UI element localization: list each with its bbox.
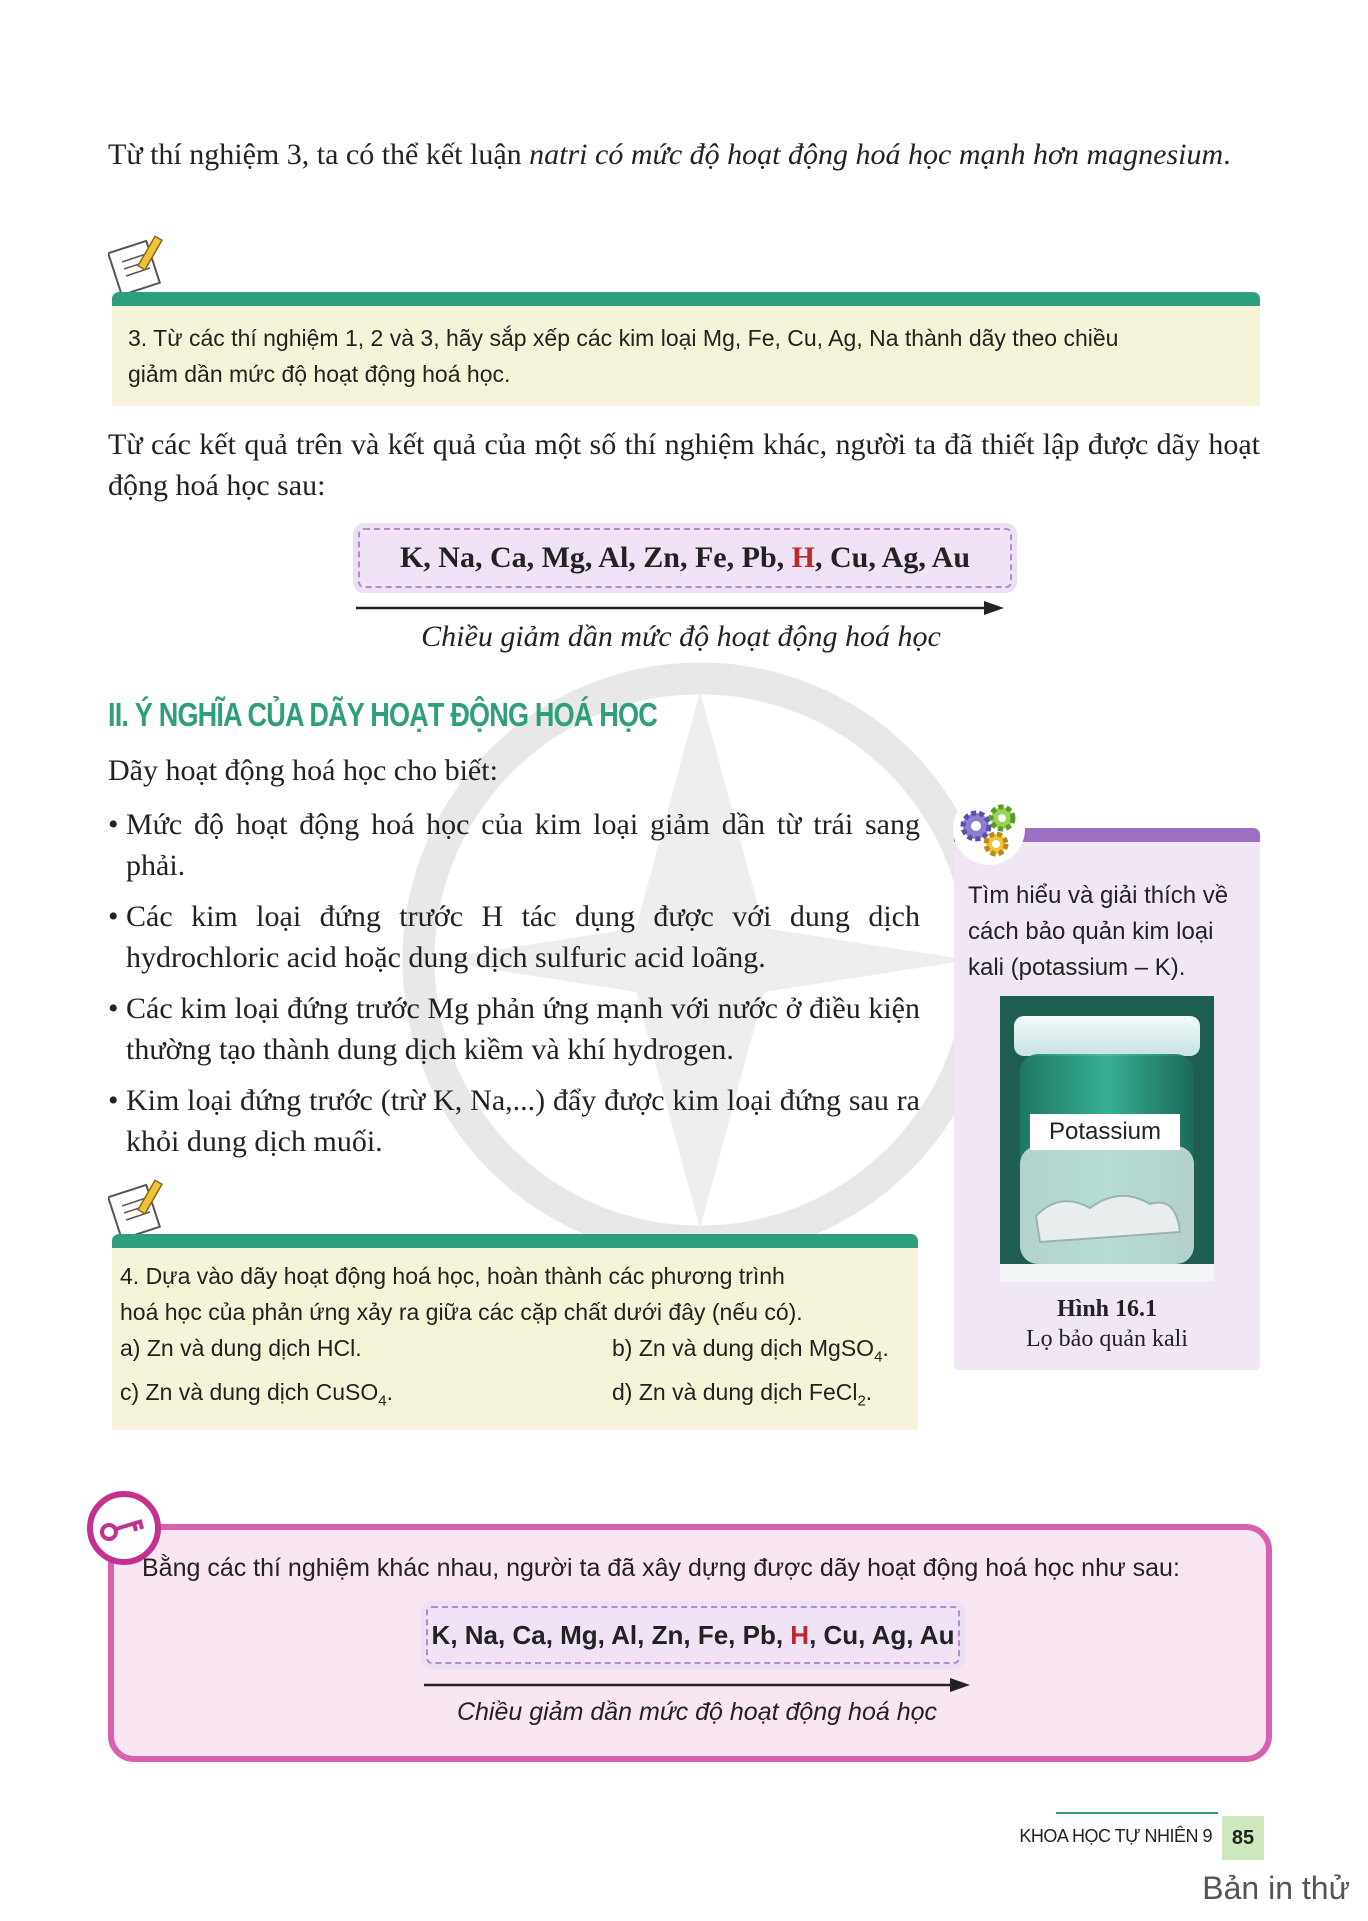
arrow-right-icon	[424, 1676, 970, 1694]
footer-book-title: KHOA HỌC TỰ NHIÊN 9	[1019, 1826, 1212, 1846]
sidebar-text: Tìm hiểu và giải thích về cách bảo quản kim loại kali (potassium – K).	[968, 882, 1229, 981]
question4-item-d: d) Zn và dung dịch FeCl$_2$.	[612, 1379, 873, 1410]
key-direction-caption: Chiều giảm dần mức độ hoạt động hoá học	[456, 1698, 938, 1726]
gears-icon	[948, 792, 1030, 866]
intro-paragraph: Từ thí nghiệm 3, ta có thể kết luận natri có mức độ hoạt động hoá học mạnh hơn magnesium.	[108, 138, 1231, 171]
question3-text: 3. Từ các thí nghiệm 1, 2 và 3, hãy sắp xếp các kim loại Mg, Fe, Cu, Ag, Na thành dãy theo chiều giảm dần mức độ hoạt động hoá học.	[128, 325, 1119, 387]
question4-text: 4. Dựa vào dãy hoạt động hoá học, hoàn thành các phương trình hoá học của phản ứng xảy ra giữa các cặp chất dưới đây (nếu có).	[120, 1263, 803, 1325]
potassium-label: Potassium	[1030, 1114, 1180, 1150]
question3-bar	[112, 292, 1260, 306]
section-intro: Dãy hoạt động hoá học cho biết:	[108, 754, 498, 787]
key-summary-text: Bằng các thí nghiệm khác nhau, người ta đã xây dựng được dãy hoạt động hoá học như sau:	[142, 1554, 1180, 1582]
arrow-right-icon	[356, 598, 1004, 618]
series-intro-paragraph: Từ các kết quả trên và kết quả của một số thí nghiệm khác, người ta đã thiết lập được dãy hoạt động hoá học sau:	[108, 428, 1260, 502]
question4-item-a: a) Zn và dung dịch HCl.	[120, 1335, 362, 1361]
question4-item-c: c) Zn và dung dịch CuSO$_4$.	[120, 1379, 393, 1410]
notepad-pencil-icon	[108, 232, 174, 298]
bullet-item: • Các kim loại đứng trước H tác dụng được với dung dịch hydrochloric acid hoặc dung dịch sulfuric acid loãng.	[108, 900, 920, 974]
figure-title: Hình 16.1	[1056, 1296, 1158, 1322]
question4-item-b: b) Zn và dung dịch MgSO$_4$.	[612, 1335, 889, 1366]
bullet-item: • Mức độ hoạt động hoá học của kim loại giảm dần từ trái sang phải.	[108, 808, 920, 882]
bullet-item: • Các kim loại đứng trước Mg phản ứng mạnh với nước ở điều kiện thường tạo thành dung dịch kiềm và khí hydrogen.	[108, 992, 920, 1066]
hydrogen-label: H	[791, 541, 815, 574]
question4-bar	[112, 1234, 918, 1248]
notepad-pencil-icon	[108, 1176, 174, 1242]
key-series-box: K, Na, Ca, Mg, Al, Zn, Fe, Pb, H, Cu, Ag, Au	[426, 1606, 960, 1664]
hydrogen-label: H	[790, 1620, 810, 1650]
page-number: 85	[1222, 1816, 1264, 1860]
bullet-item: • Kim loại đứng trước (trừ K, Na,...) đẩy được kim loại đứng sau ra khỏi dung dịch muối.	[108, 1084, 920, 1158]
draft-watermark-text: Bản in thử	[1202, 1870, 1350, 1906]
activity-series-box: K, Na, Ca, Mg, Al, Zn, Fe, Pb, H, Cu, Ag, Au	[358, 528, 1012, 588]
footer-rule	[1056, 1812, 1218, 1814]
section-heading: II. Ý NGHĨA CỦA DÃY HOẠT ĐỘNG HOÁ HỌC	[108, 696, 657, 733]
figure-caption: Lọ bảo quản kali	[1026, 1326, 1188, 1352]
series-direction-caption: Chiều giảm dần mức độ hoạt động hoá học	[421, 620, 941, 653]
